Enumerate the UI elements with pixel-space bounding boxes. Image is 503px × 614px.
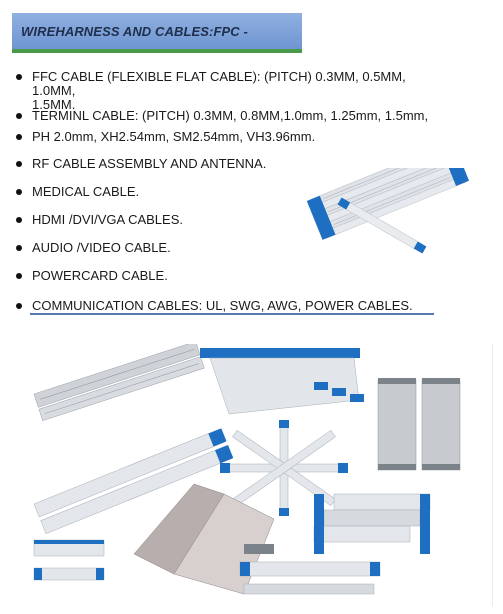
bullet-text: FFC CABLE (FLEXIBLE FLAT CABLE): (PITCH) 0.3MM, 0.5MM, 1.0MM,	[32, 69, 406, 98]
bullet-text: POWERCARD CABLE.	[32, 268, 168, 283]
folded-ffc-cable-icon	[134, 484, 274, 594]
shielded-cable-icon	[378, 378, 460, 470]
bullet-text: AUDIO /VIDEO CABLE.	[32, 240, 171, 255]
bullet-text: PH 2.0mm, XH2.54mm, SM2.54mm, VH3.96mm.	[32, 129, 316, 144]
bullet-icon	[16, 303, 22, 309]
bullet-text: HDMI /DVI/VGA CABLES.	[32, 212, 183, 227]
bullet-text: COMMUNICATION CABLES: UL, SWG, AWG, POWER CABLES.	[32, 298, 413, 313]
cable-bundle-icon	[307, 168, 469, 253]
bullet-icon	[16, 189, 22, 195]
section-title: WIREHARNESS AND CABLES:FPC -	[21, 24, 248, 39]
bullet-icon	[16, 217, 22, 223]
bullet-icon	[16, 161, 22, 167]
bullet-icon	[16, 273, 22, 279]
bullet-text-continued: 1.5MM.	[32, 97, 76, 112]
bullet-icon	[16, 113, 22, 119]
section-banner	[12, 13, 302, 53]
ribbon-cable-icon	[34, 344, 204, 421]
bullet-icon	[16, 74, 22, 80]
bullet-text: RF CABLE ASSEMBLY AND ANTENNA.	[32, 156, 267, 171]
bullet-text: MEDICAL CABLE.	[32, 184, 140, 199]
bullet-icon	[16, 245, 22, 251]
bullet-text: TERMINL CABLE: (PITCH) 0.3MM, 0.8MM,1.0mm, 1.25mm, 1.5mm,	[32, 108, 429, 123]
long-ffc-cable-icon	[240, 562, 380, 594]
bullet-icon	[16, 134, 22, 140]
divider-rule	[30, 313, 434, 315]
assorted-ffc-fpc-cables-photo	[14, 344, 492, 606]
fan-ffc-cable-icon	[200, 348, 364, 414]
short-ffc-cable-icon	[34, 540, 104, 580]
ffc-cable-bundle-photo	[298, 168, 478, 268]
